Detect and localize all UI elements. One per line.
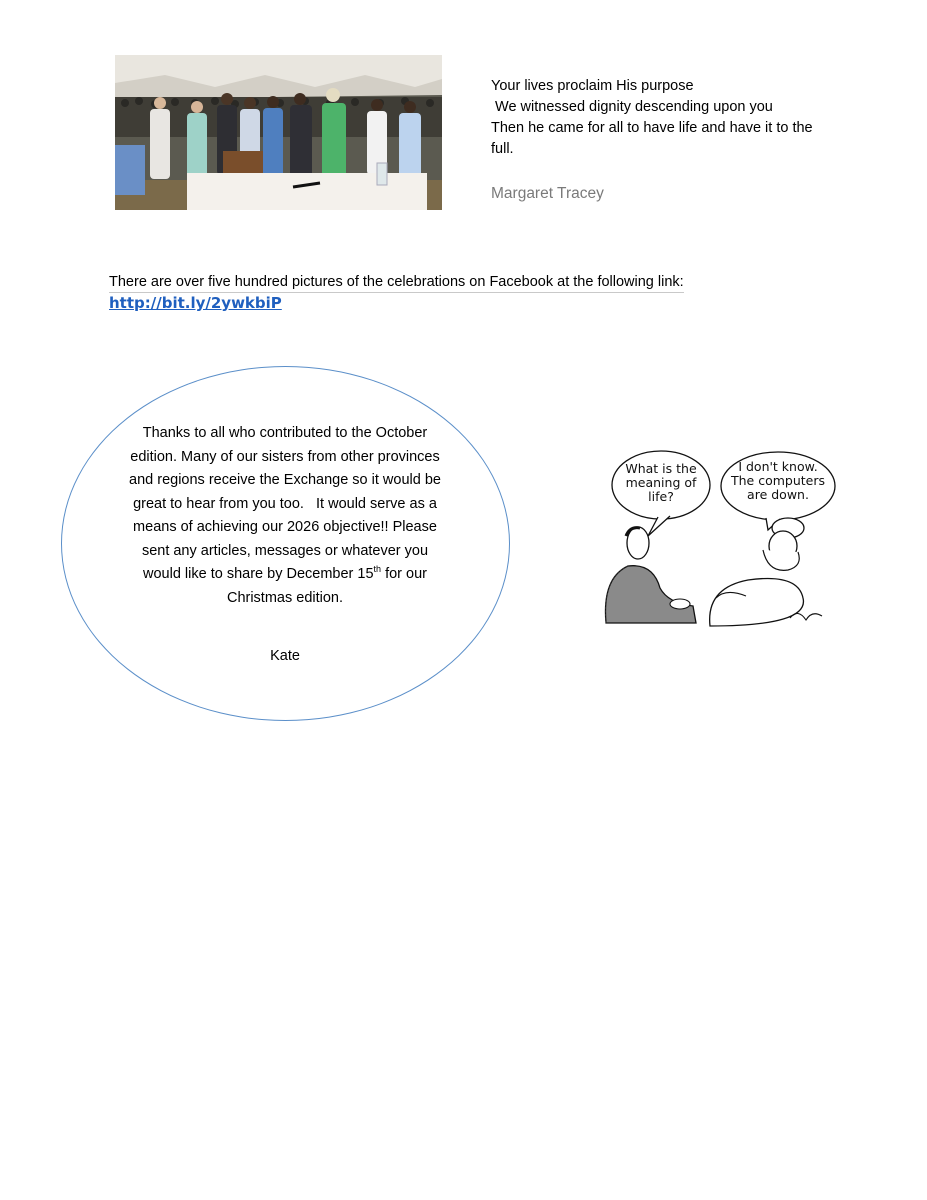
poem-line: Then he came for all to have life and have it to the full. [491, 120, 813, 157]
poem [491, 76, 831, 160]
poem-line: We witnessed dignity descending upon you [491, 99, 773, 115]
note-signature: Kate [270, 648, 300, 664]
note-text: Thanks to all who contributed to the October edition. Many of our sisters from other provinces and regions receive the Exchange so it would be great to hear from you too. It would serve as a means of achieving our 2026 objective!! Please sent any articles, messages or whatever you would like to share by December 15 [129, 425, 445, 582]
poem-author: Margaret Tracey [491, 185, 604, 202]
cartoon [598, 448, 838, 634]
facebook-note: There are over five hundred pictures of the celebrations on Facebook at the following link: [109, 272, 684, 293]
left-speech-bubble: What is the meaning of life? [625, 461, 697, 504]
note-text-end: for our Christmas edition. [226, 566, 427, 606]
poem-line: Your lives proclaim His purpose [491, 78, 694, 94]
right-speech-bubble: I don't know. The computers are down. [730, 459, 826, 502]
facebook-link[interactable]: http://bit.ly/2ywkbiP [109, 294, 282, 312]
note-superscript: th [373, 564, 382, 575]
note-body [128, 422, 445, 610]
celebration-photo [115, 55, 442, 210]
